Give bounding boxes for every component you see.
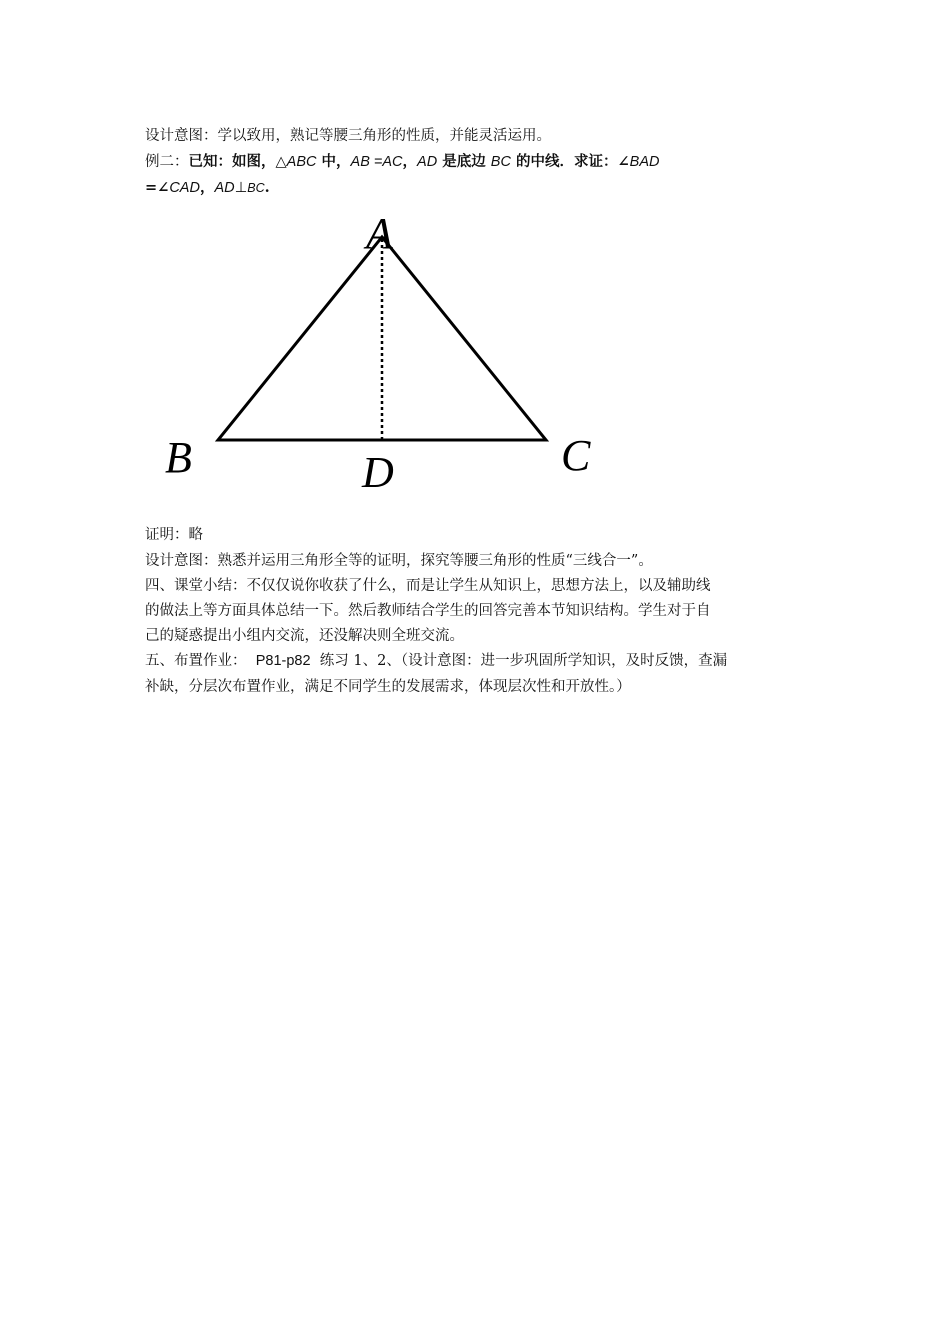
perpendicular-symbol: ⊥: [234, 180, 248, 196]
example-zhong-text: 中，: [316, 153, 351, 170]
vertex-a-label: A: [366, 209, 393, 258]
design-intent-text-1: 设计意图：学以致用，熟记等腰三角形的性质，并能灵活运用。: [145, 128, 551, 144]
angle-bad-label: BAD: [629, 154, 660, 170]
homework-line-1: [145, 649, 810, 673]
example-two-prefix: 例二：: [145, 154, 189, 170]
segment-bc-perp-label: BC: [247, 181, 265, 195]
proof-line: [145, 523, 810, 547]
equals-angle-text: =∠: [145, 179, 170, 196]
summary-line-1: [145, 574, 810, 598]
example-prove-text: 的中线．求证：∠: [510, 153, 630, 170]
summary-text-1: 四、课堂小结：不仅仅说你收获了什么，而是让学生从知识上，思想方法上，以及辅助线: [145, 578, 711, 594]
summary-line-3: [145, 624, 810, 648]
summary-text-2: 的做法上等方面具体总结一下。然后教师结合学生的回答完善本节知识结构。学生对于自: [145, 603, 711, 619]
homework-line-2: [145, 675, 810, 699]
homework-pages: P81-p82: [255, 653, 311, 669]
proof-text: 证明：略: [145, 527, 203, 543]
homework-rest: 练习 1、2、（设计意图：进一步巩固所学知识，及时反馈，查漏: [310, 653, 728, 669]
example-comma: ，: [402, 153, 418, 170]
design-intent-text-2: 设计意图：熟悉并运用三角形全等的证明，探究等腰三角形的性质“三线合一”。: [145, 553, 653, 569]
point-d-label: D: [362, 448, 394, 497]
summary-line-2: [145, 599, 810, 623]
homework-prefix: 五、布置作业：: [145, 653, 256, 669]
segment-ad-label: AD: [417, 154, 438, 170]
design-intent-line-2: [145, 549, 810, 573]
vertex-b-label: B: [165, 433, 192, 482]
ab-equals-ac: AB =AC: [350, 154, 403, 170]
example-given-text: 已知：如图，△: [188, 153, 287, 170]
triangle-abc-label: ABC: [286, 154, 317, 170]
segment-bc-label: BC: [490, 154, 511, 170]
homework-text-2: 补缺，分层次布置作业，满足不同学生的发展需求，体现层次性和开放性。）: [145, 679, 631, 695]
segment-ad-perp-label: AD: [214, 180, 235, 196]
angle-cad-label: CAD: [169, 180, 200, 196]
line2-comma: ，: [199, 179, 215, 196]
line2-period: .: [264, 179, 270, 196]
vertex-c-label: C: [561, 431, 591, 480]
summary-text-3: 己的疑惑提出小组内交流，还没解决则全班交流。: [145, 628, 464, 644]
example-base-text: 是底边: [437, 153, 491, 170]
